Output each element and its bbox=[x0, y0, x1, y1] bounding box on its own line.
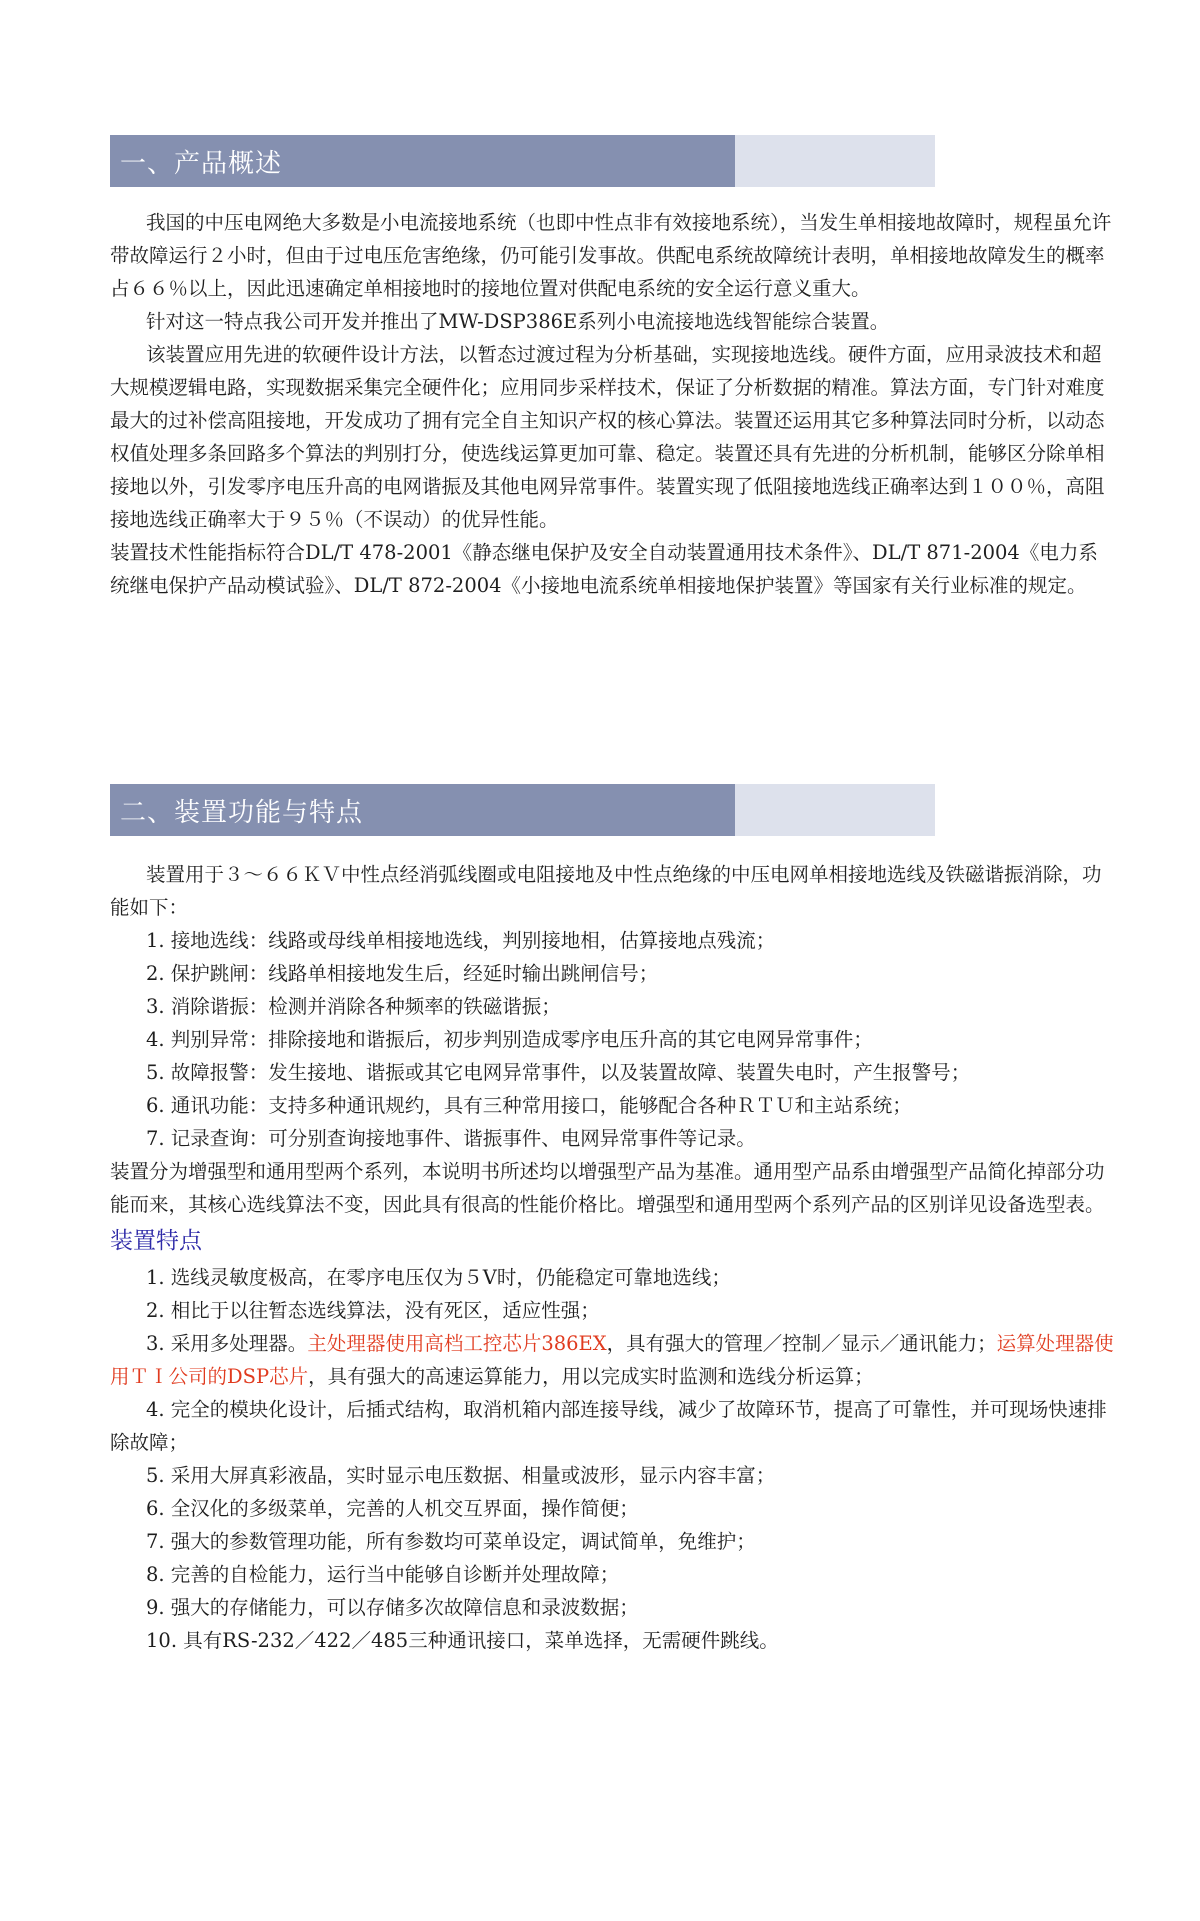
feature-item bbox=[110, 1327, 1115, 1393]
overview-body bbox=[110, 206, 1115, 602]
feature-item: 8. 完善的自检能力，运行当中能够自诊断并处理故障； bbox=[146, 1563, 620, 1586]
feature-text: ，具有强大的高速运算能力，用以完成实时监测和选线分析运算； bbox=[308, 1365, 874, 1388]
feature-item: 7. 强大的参数管理功能，所有参数均可菜单设定，调试简单，免维护； bbox=[146, 1530, 756, 1553]
section-title: 一、产品概述 bbox=[120, 148, 283, 179]
section-header-tail bbox=[735, 135, 935, 187]
paragraph: 装置技术性能指标符合DL/T 478-2001《静态继电保护及安全自动装置通用技术条件》、DL/T 871-2004《电力系统继电保护产品动模试验》、DL/T 872-2004《小接地电流系统单相接地保护装置》等国家有关行业标准的规定。 bbox=[110, 541, 1098, 597]
section-header-bar bbox=[110, 135, 735, 187]
highlight-text: 主处理器使用高档工控芯片386EX bbox=[307, 1332, 607, 1355]
list-item: 7. 记录查询：可分别查询接地事件、谐振事件、电网异常事件等记录。 bbox=[146, 1127, 756, 1150]
section-header-overview bbox=[110, 135, 935, 187]
feature-text: ，具有强大的管理／控制／显示／通讯能力； bbox=[606, 1332, 997, 1355]
section-header-tail bbox=[735, 784, 935, 836]
section-title: 二、装置功能与特点 bbox=[120, 797, 364, 828]
feature-item: 6. 全汉化的多级菜单，完善的人机交互界面，操作简便； bbox=[146, 1497, 639, 1520]
feature-text: 3. 采用多处理器。 bbox=[146, 1332, 308, 1355]
feature-item: 2. 相比于以往暂态选线算法，没有死区，适应性强； bbox=[146, 1299, 600, 1322]
section-header-bar bbox=[110, 784, 735, 836]
functions-body bbox=[110, 858, 1115, 1657]
list-item: 1. 接地选线：线路或母线单相接地选线，判别接地相，估算接地点残流； bbox=[146, 929, 776, 952]
list-item: 3. 消除谐振：检测并消除各种频率的铁磁谐振； bbox=[146, 995, 561, 1018]
list-item: 6. 通讯功能：支持多种通讯规约，具有三种常用接口，能够配合各种ＲＴＵ和主站系统； bbox=[146, 1094, 912, 1117]
highlight-text: 运算处理器使用ＴＩ公司的DSP芯片 bbox=[110, 1332, 1114, 1388]
feature-item: 1. 选线灵敏度极高，在零序电压仅为５V时，仍能稳定可靠地选线； bbox=[146, 1266, 731, 1289]
paragraph: 装置用于３～６６ＫＶ中性点经消弧线圈或电阻接地及中性点绝缘的中压电网单相接地选线及铁磁谐振消除，功能如下： bbox=[110, 863, 1102, 919]
feature-item: 4. 完全的模块化设计，后插式结构，取消机箱内部连接导线，减少了故障环节，提高了可靠性，并可现场快速排除故障； bbox=[110, 1398, 1107, 1454]
features-heading: 装置特点 bbox=[110, 1228, 202, 1254]
list-item: 5. 故障报警：发生接地、谐振或其它电网异常事件，以及装置故障、装置失电时，产生报警号； bbox=[146, 1061, 971, 1084]
paragraph: 我国的中压电网绝大多数是小电流接地系统（也即中性点非有效接地系统），当发生单相接地故障时，规程虽允许带故障运行２小时，但由于过电压危害绝缘，仍可能引发事故。供配电系统故障统计表明，单相接地故障发生的概率占６６％以上，因此迅速确定单相接地时的接地位置对供配电系统的安全运行意义重大。 bbox=[110, 211, 1112, 300]
section-header-functions bbox=[110, 784, 935, 836]
paragraph: 该装置应用先进的软硬件设计方法，以暂态过渡过程为分析基础，实现接地选线。硬件方面，应用录波技术和超大规模逻辑电路，实现数据采集完全硬件化；应用同步采样技术，保证了分析数据的精准。算法方面，专门针对难度最大的过补偿高阻接地，开发成功了拥有完全自主知识产权的核心算法。装置还运用其它多种算法同时分析，以动态权值处理多条回路多个算法的判别打分，使选线运算更加可靠、稳定。装置还具有先进的分析机制，能够区分除单相接地以外，引发零序电压升高的电网谐振及其他电网异常事件。装置实现了低阻接地选线正确率达到１００％，高阻接地选线正确率大于９５％（不误动）的优异性能。 bbox=[110, 343, 1105, 531]
list-item: 2. 保护跳闸：线路单相接地发生后，经延时输出跳闸信号； bbox=[146, 962, 659, 985]
feature-item: 5. 采用大屏真彩液晶，实时显示电压数据、相量或波形，显示内容丰富； bbox=[146, 1464, 776, 1487]
feature-item: 9. 强大的存储能力，可以存储多次故障信息和录波数据； bbox=[146, 1596, 639, 1619]
paragraph: 装置分为增强型和通用型两个系列，本说明书所述均以增强型产品为基准。通用型产品系由增强型产品简化掉部分功能而来，其核心选线算法不变，因此具有很高的性能价格比。增强型和通用型两个系列产品的区别详见设备选型表。 bbox=[110, 1160, 1105, 1216]
list-item: 4. 判别异常：排除接地和谐振后，初步判别造成零序电压升高的其它电网异常事件； bbox=[146, 1028, 873, 1051]
feature-item: 10. 具有RS-232／422／485三种通讯接口，菜单选择，无需硬件跳线。 bbox=[146, 1629, 779, 1652]
paragraph: 针对这一特点我公司开发并推出了MW-DSP386E系列小电流接地选线智能综合装置。 bbox=[146, 310, 890, 333]
